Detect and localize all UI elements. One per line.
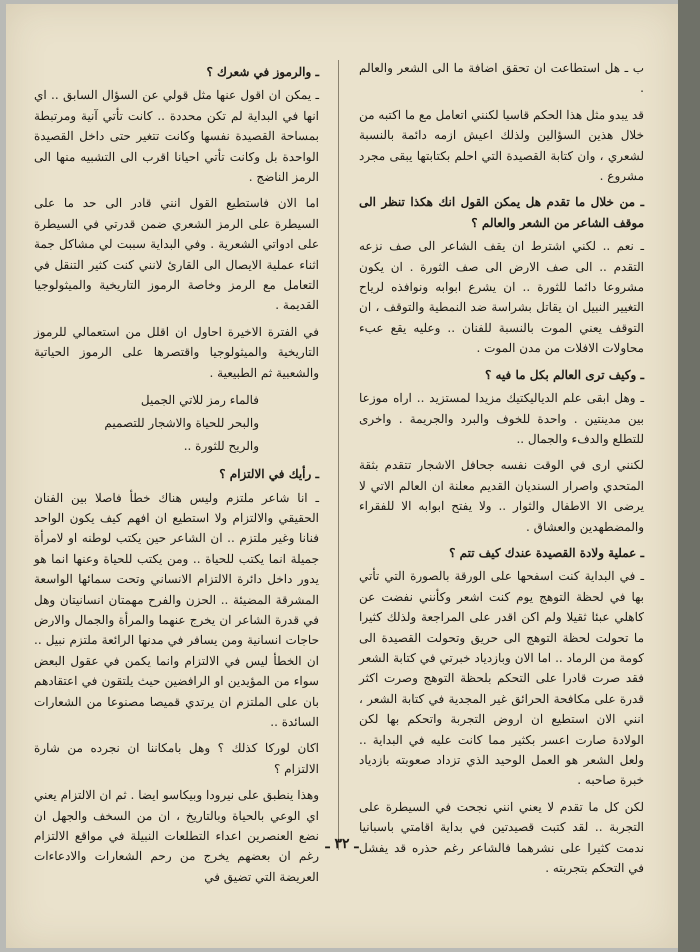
left-column <box>34 58 319 893</box>
article-body <box>34 58 644 884</box>
answer-paragraph: ـ في البداية كنت اسفحها على الورقة بالصورة التي تأتي بها في لحظة التوهج يوم كنت اشعر وكأنني نفضت عن كاهلي عبئا ثقيلا ولم اكن اقدر على المراجعة ولذلك كثيرا ما تحولت لحظة التوهج الى حريق وتحولت القصيدة الى كومة من الرماد .. اما الان وبازدياد خبرتي في كتابة الشعر فقد صرت قادرا على التحكم بلحظة التوهج وصرت اكثر قدرة على مكافحة الحرائق غير المجدية في كتابة الشعر ، انني الان استطيع ان اروض التجربة واتحكم بها لكن الولادة صارت اعسر بكثير مما كانت عليه في البداية .. ولعل الشعر هو العمل الوحيد الذي تزداد صعوبته بازدياد خبرة صاحبه . <box>359 569 644 788</box>
poem-line: والبحر للحياة والاشجار للتصميم <box>104 416 259 431</box>
poem-line: والريح للثورة .. <box>183 439 259 454</box>
interview-question: ـ وكيف ترى العالم بكل ما فيه ؟ <box>484 367 644 382</box>
answer-paragraph: في الفترة الاخيرة احاول ان اقلل من استعمالي للرموز التاريخية والميثولوجيا واقتصرها على الرموز الحياتية والشعبية ثم الطبيعية . <box>34 324 319 380</box>
scan-edge <box>678 0 700 952</box>
answer-paragraph: اما الان فاستطيع القول انني قادر الى حد ما على السيطرة على الرمز الشعري ضمن قدرتي في السيطرة على ادواتي الشعرية . وفي البداية سببت لي مشاكل جمة اثناء عملية الايصال الى القارئ لانني كنت كثير التنقل في التعامل مع الرمز وخاصة الرموز التاريخية والميثولوجيا القديمة . <box>34 196 319 313</box>
right-column <box>359 58 644 884</box>
interview-question: ـ والرموز في شعرك ؟ <box>206 65 319 79</box>
answer-paragraph: ـ نعم .. لكني اشترط ان يقف الشاعر الى صف نزعه التقدم .. الى صف الارض الى صف الثورة . ان يكون مشروعا دائما للثورة .. ان يشرع ابوابه ونوافذه لرياح التغيير النبيل ان يقاتل بشراسة ضد النمطية والتوقف ، ان التوقف يعني الموت بالنسبة للفنان .. وعليه يقع عبء محاولات الافلات من مدن الموت . <box>359 239 644 356</box>
answer-paragraph: اكان لوركا كذلك ؟ وهل بامكاننا ان نجرده من شارة الالتزام ؟ <box>34 741 319 776</box>
page-number: ـ ٣٢ ـ <box>325 836 359 852</box>
poem-lines <box>34 389 319 458</box>
column-divider <box>338 60 339 850</box>
answer-paragraph: لكنني ارى في الوقت نفسه جحافل الاشجار تتقدم بثقة المتحدي واصرار السنديان القديم معلنة ان العالم الاتي لا يرضى الا الاطفال والثوار .. ولا يفتح ابوابه الا للفقراء والمضطهدين والعشاق . <box>359 458 644 534</box>
interview-question: ـ عملية ولادة القصيدة عندك كيف تتم ؟ <box>449 545 644 560</box>
poem-line: فالماء رمز للاتي الجميل <box>140 393 259 408</box>
magazine-page <box>6 4 678 948</box>
answer-paragraph: ـ وهل ابقى علم الدياليكتيك مزيدا لمستزيد .. اراه موزعا بين مدينتين . واحدة للخوف والبرد والجريمة . واخرى للتطلع والدفء والجمال .. <box>359 391 644 446</box>
answer-paragraph: ب ـ هل استطاعت ان تحقق اضافة ما الى الشعر والعالم . <box>359 61 644 96</box>
answer-paragraph: وهذا ينطبق على نيرودا وبيكاسو ايضا . ثم ان الالتزام يعني اي الوعي بالحياة وبالتاريخ ، ان من السخف والجهل ان نضع العنصرين اعداء التطلعات النبيلة في مواقع الالتزام رغم ان بعضهم يخرج من رحم الشعارات والادعاءات العريضة التي تضيق في <box>34 788 319 884</box>
interview-question: ـ من خلال ما تقدم هل يمكن القول انك هكذا تنظر الى موقف الشاعر من الشعر والعالم ؟ <box>359 195 644 230</box>
answer-paragraph: قد يبدو مثل هذا الحكم قاسيا لكنني اتعامل مع ما اكتبه من خلال هذين السؤالين ولذلك اعيش ازمه دائمة بالنسبة لشعري ، وان كتابة القصيدة التي احلم بكتابتها يبقى مجرد مشروع . <box>359 107 644 184</box>
answer-paragraph: لكن كل ما تقدم لا يعني انني نجحت في السيطرة على التجربة .. لقد كتبت قصيدتين في بداية اقامتي باسبانيا ندمت كثيرا على نشرهما فالشاعر رغم حذره قد يفشل في التحكم بتجربته . <box>359 799 644 876</box>
answer-paragraph: ـ يمكن ان اقول عنها مثل قولي عن السؤال السابق .. اي انها في البداية لم تكن محددة .. كانت تأتي آنية ومرتبطة بمساحة القصيدة نفسها وكانت تتغير حتى داخل القصيدة الواحدة بل وكانت تأتي احيانا اقرب الى التشبيه منها الى الرمز الناضج . <box>34 88 319 185</box>
interview-question: ـ رأيك في الالتزام ؟ <box>219 467 319 482</box>
answer-paragraph: ـ انا شاعر ملتزم وليس هناك خطأ فاصلا بين الفنان الحقيقي والالتزام ولا استطيع ان افهم كيف يكون الواحد فنانا وغير ملتزم .. ان الشاعر حين يكتب لوطنه او لامرأة جميلة انما يكتب للحياة .. ومن يكتب للحياة وعنها انما هو يدور داخل دائرة الالتزام الانساني وتحت سمائها الواسعة المشرقة المضيئة .. الحزن والفرح مهمتان انسانيتان وهل في قدرة الشاعر ان يخرج عنهما والمرأة والجمال والارض حاجات انسانية ومن يسافر في مدنها الرائعة ملتزم نبيل .. ان الخطأ ليس في الالتزام وانما يكمن في عقول البعض سواء من المؤيدين او الرافضين حيث يلتقون في اعتقادهم بان على الملتزم ان يرتدي قميصا مصنوعا من الشعارات السائدة .. <box>34 490 319 729</box>
